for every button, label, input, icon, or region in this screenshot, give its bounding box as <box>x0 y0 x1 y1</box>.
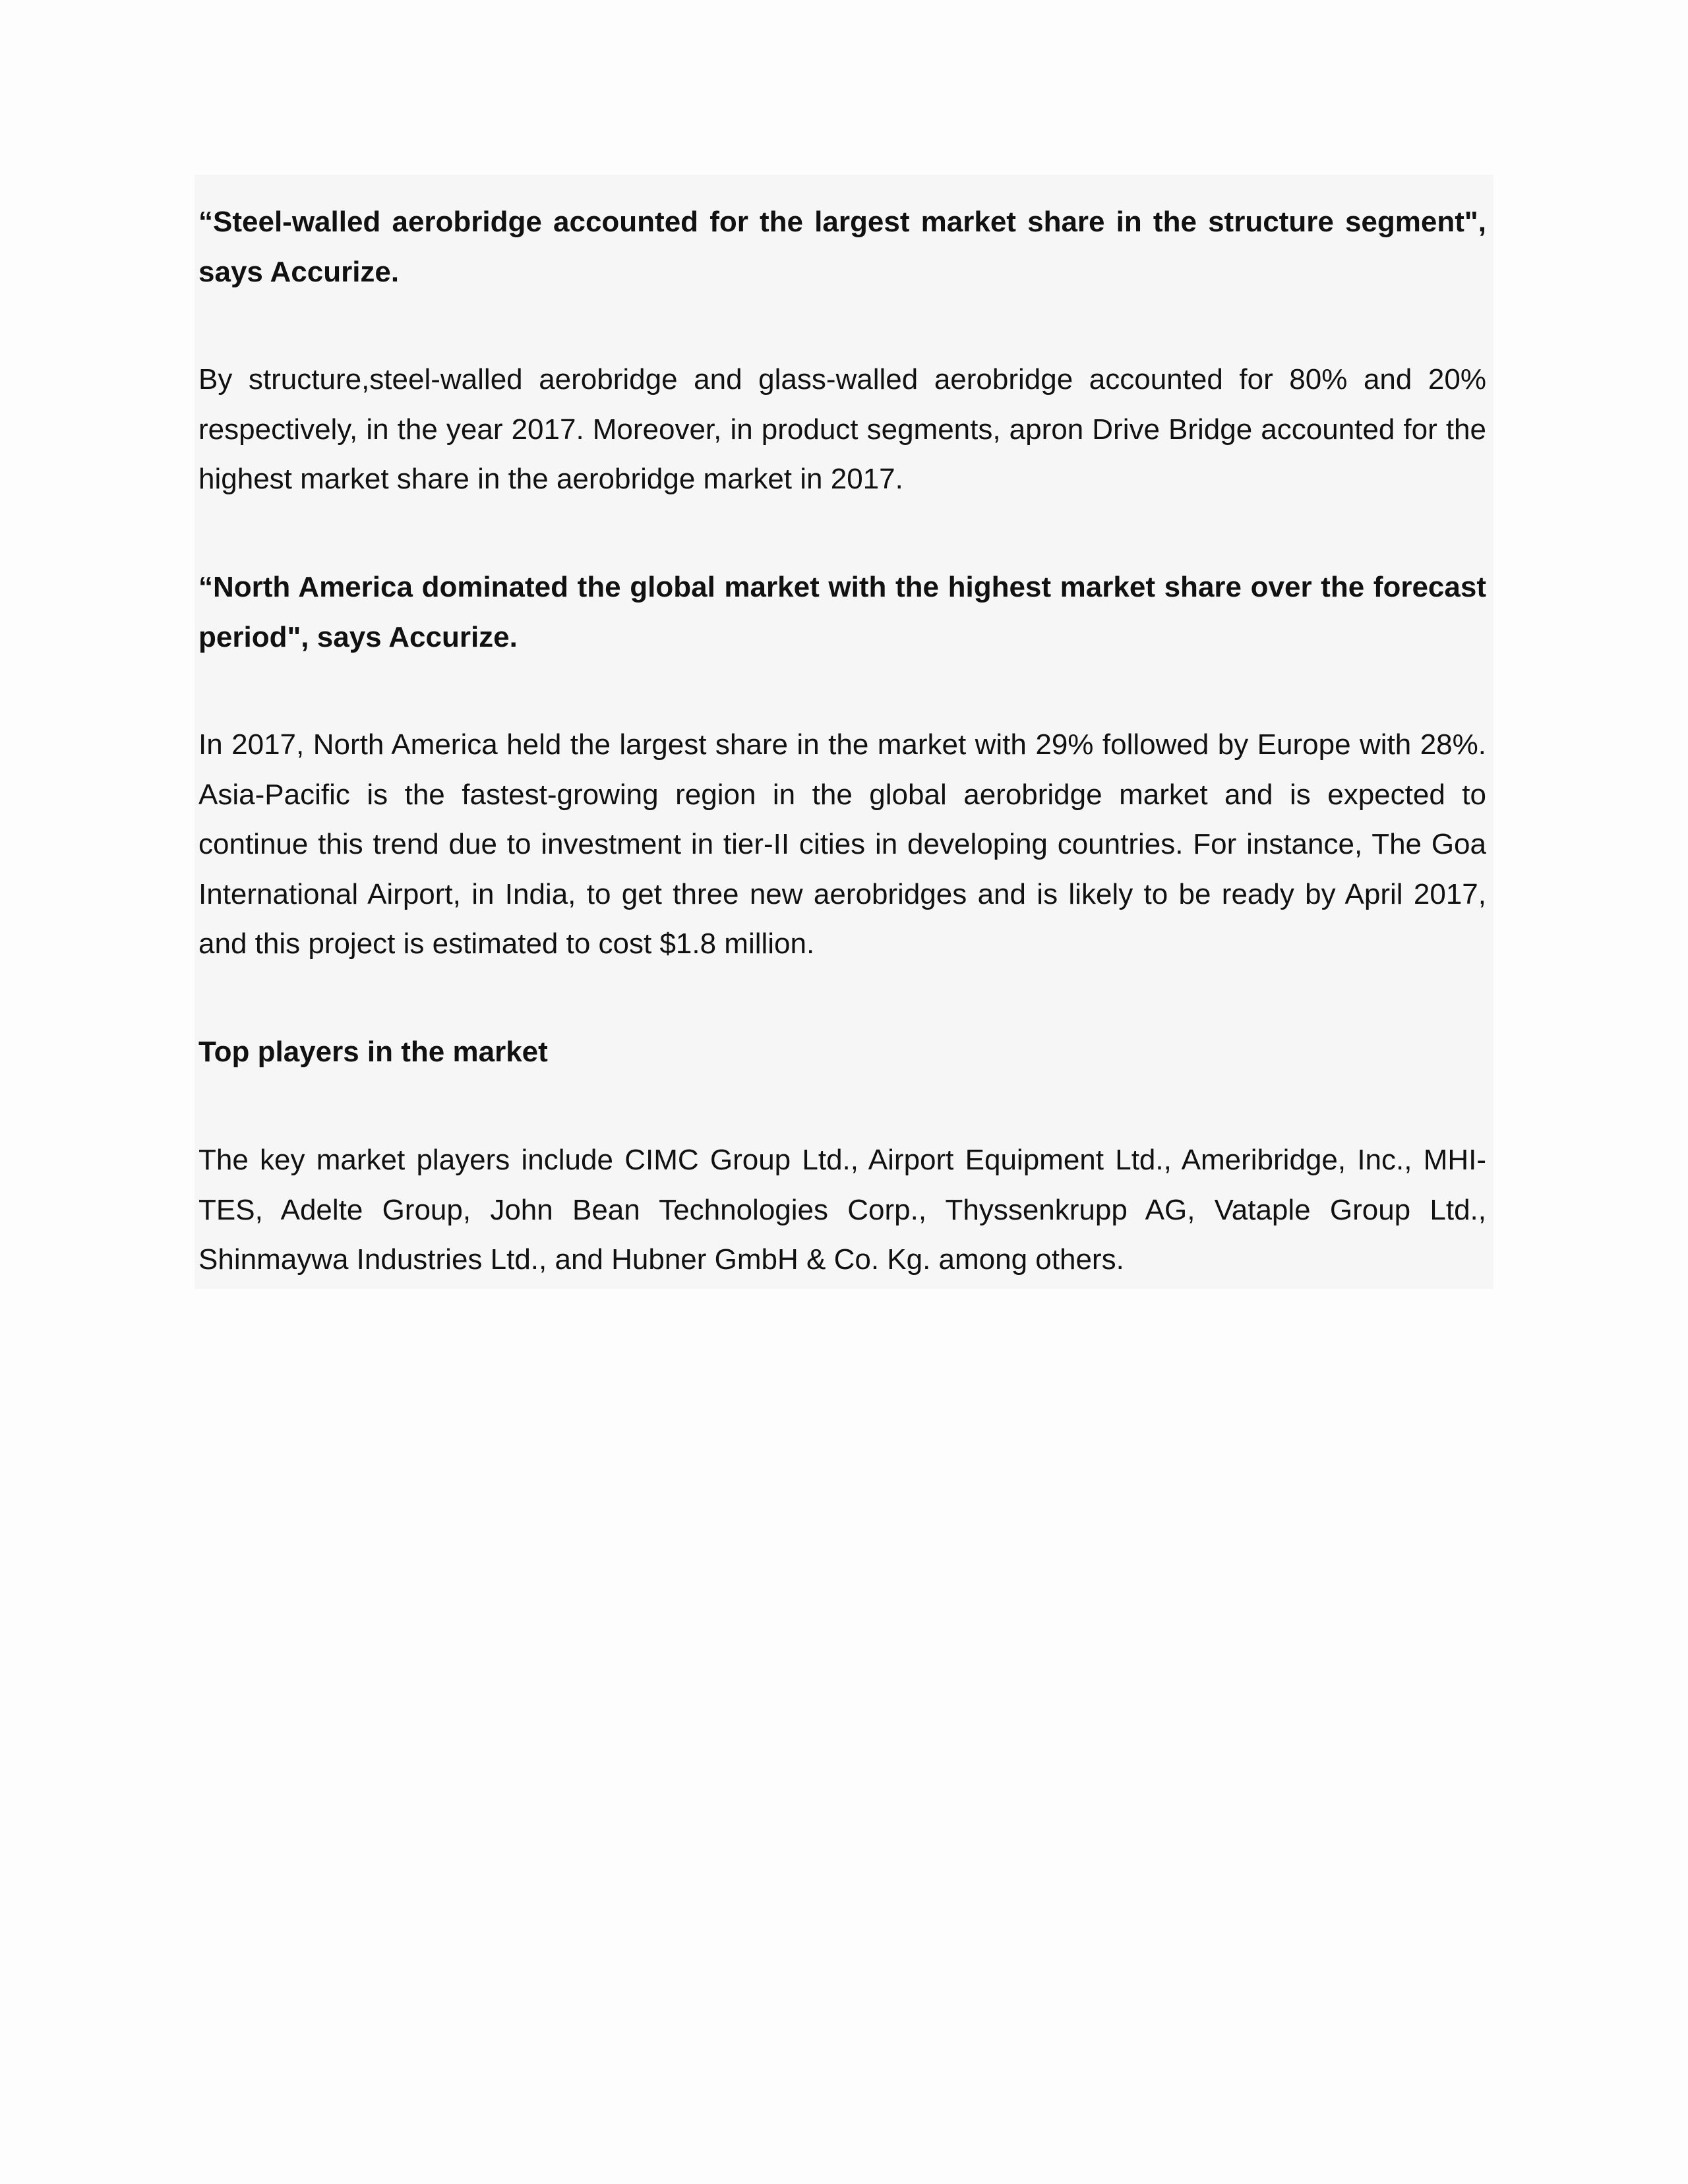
paragraph-structure-segment: By structure,steel-walled aerobridge and glass-walled aerobridge accounted for 80% and 20% respectively, in the year 2017. Moreover, in product segments, apron Drive Bridge accounted for the highest market share in the aerobridge market in 2017. <box>198 363 1486 495</box>
heading-structure-segment: “Steel-walled aerobridge accounted for the largest market share in the structure segment", says Accurize. <box>198 206 1486 288</box>
paragraph-top-players: The key market players include CIMC Group Ltd., Airport Equipment Ltd., Ameribridge, Inc., MHI-TES, Adelte Group, John Bean Technologies Corp., Thyssenkrupp AG, Vataple Group Ltd., Shinmaywa Industries Ltd., and Hubner GmbH & Co. Kg. among others. <box>198 1144 1486 1276</box>
document-content <box>195 175 1493 1289</box>
heading-regional-market: “North America dominated the global market with the highest market share over the forecast period", says Accurize. <box>198 571 1486 653</box>
paragraph-regional-market: In 2017, North America held the largest share in the market with 29% followed by Europe with 28%. Asia-Pacific is the fastest-growing region in the global aerobridge market and is expected to continue this trend due to investment in tier-II cities in developing countries. For instance, The Goa International Airport, in India, to get three new aerobridges and is likely to be ready by April 2017, and this project is estimated to cost $1.8 million. <box>198 728 1486 960</box>
heading-top-players: Top players in the market <box>198 1036 548 1068</box>
